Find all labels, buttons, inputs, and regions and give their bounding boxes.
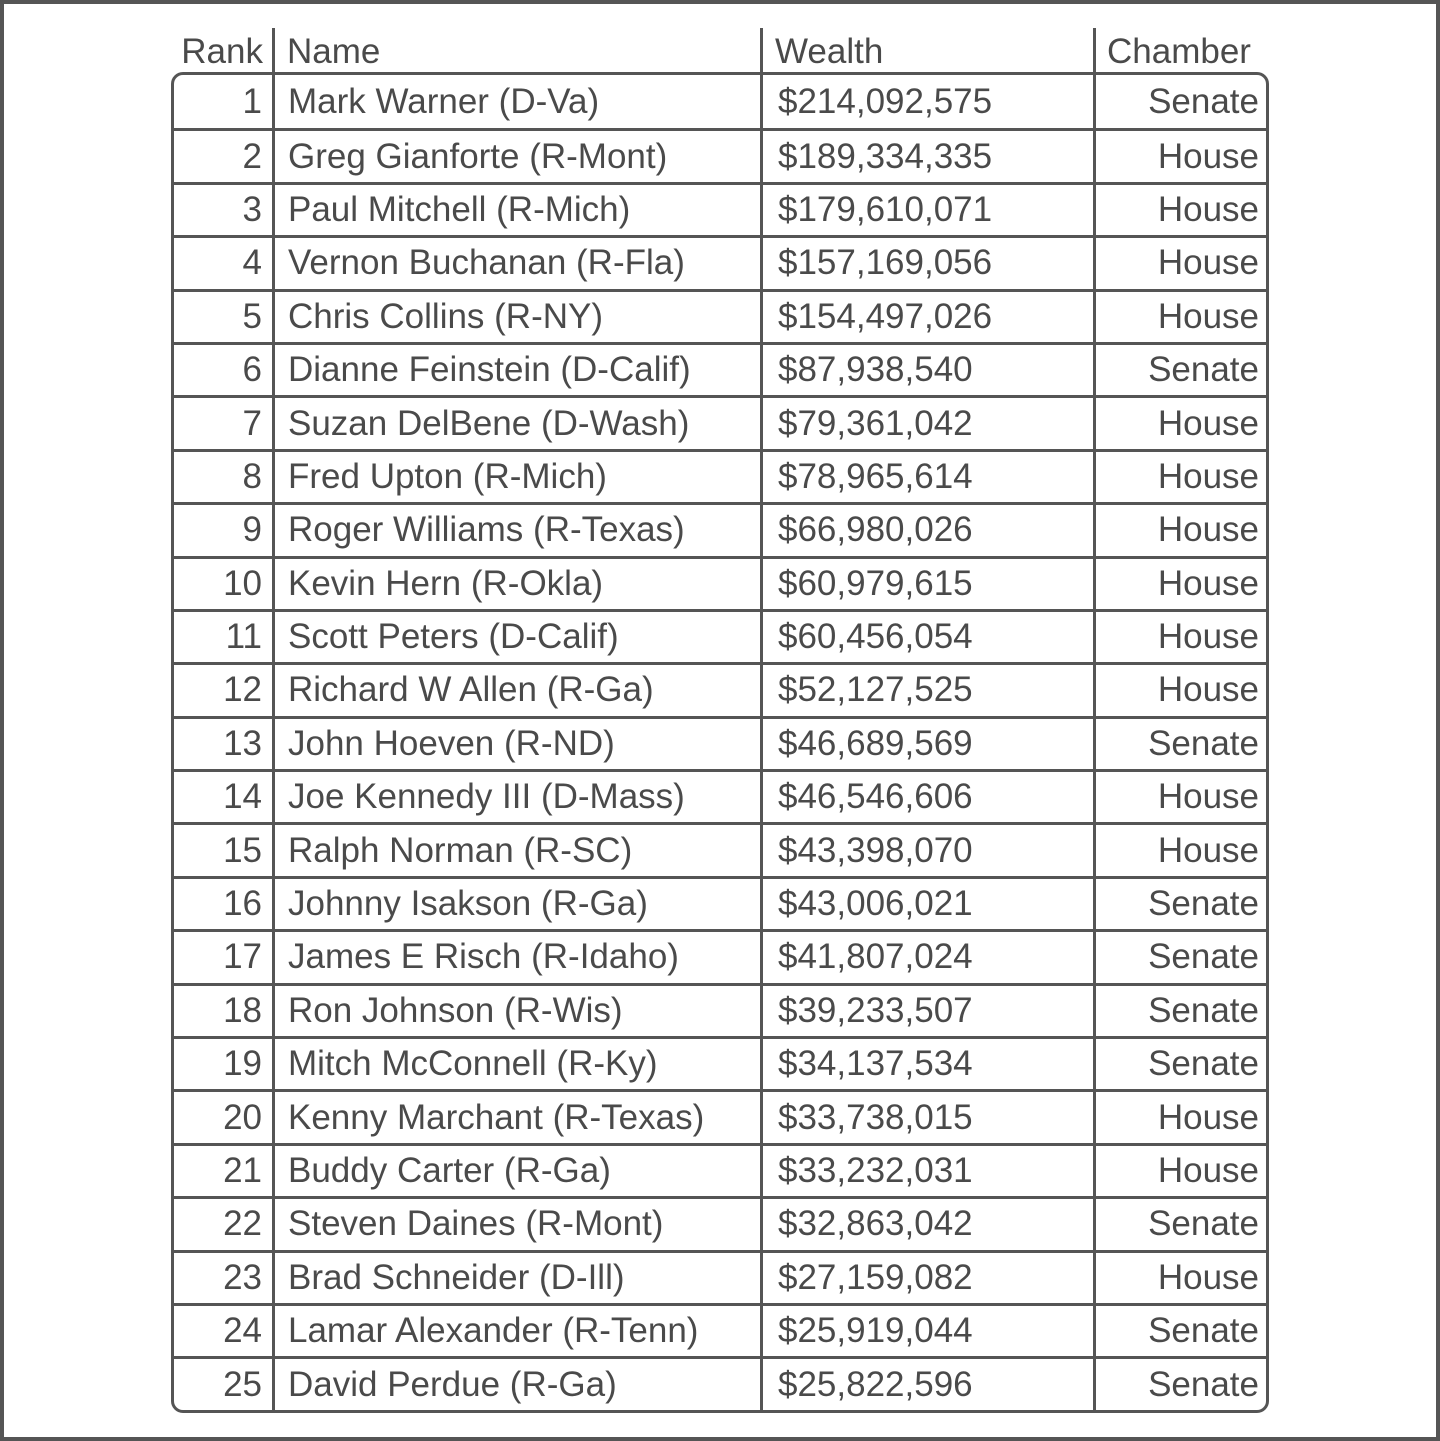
wealth-cell: $33,232,031 [778, 1151, 973, 1190]
table-body [174, 75, 1266, 1410]
chamber-cell: House [1157, 777, 1259, 817]
rank-cell: 22 [223, 1204, 262, 1244]
table-row [174, 342, 1266, 395]
table-row [174, 1356, 1266, 1409]
chamber-cell: Senate [1148, 1311, 1259, 1351]
wealth-table [171, 72, 1269, 1413]
rank-cell: 20 [223, 1097, 262, 1137]
name-cell: Roger Williams (R-Texas) [288, 510, 685, 550]
rank-cell: 10 [223, 563, 262, 603]
chamber-cell: House [1157, 189, 1259, 229]
wealth-cell: $25,919,044 [778, 1311, 973, 1351]
wealth-cell: $179,610,071 [778, 189, 993, 229]
name-cell: Fred Upton (R-Mich) [288, 456, 607, 496]
chamber-cell: House [1157, 1097, 1259, 1137]
header-wealth: Wealth [775, 32, 884, 71]
rank-cell: 11 [225, 617, 262, 657]
name-cell: Chris Collins (R-NY) [288, 296, 604, 336]
name-cell: John Hoeven (R-ND) [288, 723, 615, 763]
table-row [174, 1250, 1266, 1303]
name-cell: Kevin Hern (R-Okla) [288, 563, 604, 603]
rank-cell: 21 [223, 1151, 262, 1190]
table-row [174, 769, 1266, 822]
header-name: Name [287, 32, 381, 71]
name-cell: Vernon Buchanan (R-Fla) [288, 243, 685, 283]
chamber-cell: House [1157, 136, 1259, 176]
name-cell: Richard W Allen (R-Ga) [288, 670, 654, 710]
name-cell: Ralph Norman (R-SC) [288, 830, 633, 870]
wealth-cell: $32,863,042 [778, 1204, 973, 1244]
rank-cell: 2 [242, 136, 262, 176]
table-row [174, 716, 1266, 769]
table-row [174, 1036, 1266, 1089]
table-header [173, 28, 1267, 73]
wealth-cell: $78,965,614 [778, 456, 973, 496]
chamber-cell: Senate [1148, 884, 1259, 924]
rank-cell: 9 [242, 510, 262, 550]
header-rank: Rank [181, 32, 263, 71]
rank-cell: 25 [223, 1364, 262, 1404]
table-row [174, 876, 1266, 929]
chamber-cell: Senate [1148, 937, 1259, 977]
rank-cell: 8 [242, 456, 262, 496]
wealth-cell: $60,456,054 [778, 617, 973, 657]
table-row [174, 395, 1266, 448]
header-chamber: Chamber [1107, 32, 1251, 71]
chamber-cell: Senate [1148, 81, 1259, 121]
wealth-cell: $27,159,082 [778, 1257, 973, 1297]
rank-cell: 19 [223, 1044, 262, 1084]
name-cell: Mark Warner (D-Va) [288, 81, 600, 121]
name-cell: Lamar Alexander (R-Tenn) [288, 1311, 699, 1351]
table-row [174, 235, 1266, 288]
name-cell: Brad Schneider (D-Ill) [288, 1257, 625, 1297]
header-divider [272, 28, 275, 73]
rank-cell: 3 [242, 189, 262, 229]
chamber-cell: Senate [1148, 1204, 1259, 1244]
table-row [174, 449, 1266, 502]
wealth-cell: $189,334,335 [778, 136, 993, 176]
rank-cell: 16 [223, 884, 262, 924]
header-divider [1093, 28, 1096, 73]
rank-cell: 4 [242, 243, 262, 283]
chamber-cell: Senate [1148, 1044, 1259, 1084]
rank-cell: 5 [242, 296, 262, 336]
table-row [174, 289, 1266, 342]
rank-cell: 13 [223, 723, 262, 763]
chamber-cell: House [1157, 670, 1259, 710]
chamber-cell: House [1157, 617, 1259, 657]
name-cell: Scott Peters (D-Calif) [288, 617, 619, 657]
chamber-cell: House [1157, 510, 1259, 550]
rank-cell: 24 [223, 1311, 262, 1351]
wealth-cell: $87,938,540 [778, 350, 973, 390]
wealth-cell: $39,233,507 [778, 990, 973, 1030]
table-row [174, 609, 1266, 662]
name-cell: Steven Daines (R-Mont) [288, 1204, 664, 1244]
name-cell: Dianne Feinstein (D-Calif) [288, 350, 691, 390]
chamber-cell: House [1157, 1257, 1259, 1297]
chamber-cell: House [1157, 243, 1259, 283]
wealth-cell: $34,137,534 [778, 1044, 973, 1084]
wealth-cell: $154,497,026 [778, 296, 993, 336]
name-cell: Buddy Carter (R-Ga) [288, 1151, 611, 1190]
table-row [174, 75, 1266, 128]
table-row [174, 128, 1266, 181]
rank-cell: 7 [242, 403, 262, 443]
rank-cell: 18 [223, 990, 262, 1030]
rank-cell: 14 [223, 777, 262, 817]
rank-cell: 12 [223, 670, 262, 710]
wealth-cell: $43,006,021 [778, 884, 973, 924]
rank-cell: 17 [223, 937, 262, 977]
wealth-cell: $46,689,569 [778, 723, 973, 763]
name-cell: Ron Johnson (R-Wis) [288, 990, 623, 1030]
chamber-cell: House [1157, 456, 1259, 496]
wealth-cell: $33,738,015 [778, 1097, 973, 1137]
name-cell: Kenny Marchant (R-Texas) [288, 1097, 705, 1137]
wealth-cell: $46,546,606 [778, 777, 973, 817]
table-row [174, 1196, 1266, 1249]
wealth-cell: $52,127,525 [778, 670, 973, 710]
name-cell: Mitch McConnell (R-Ky) [288, 1044, 658, 1084]
wealth-cell: $157,169,056 [778, 243, 993, 283]
rank-cell: 15 [223, 830, 262, 870]
table-row [174, 1143, 1266, 1196]
table-row [174, 983, 1266, 1036]
rank-cell: 1 [242, 81, 262, 121]
table-row [174, 502, 1266, 555]
wealth-cell: $25,822,596 [778, 1364, 973, 1404]
chamber-cell: Senate [1148, 723, 1259, 763]
table-row [174, 182, 1266, 235]
chamber-cell: House [1157, 1151, 1259, 1190]
chamber-cell: House [1157, 830, 1259, 870]
wealth-cell: $41,807,024 [778, 937, 973, 977]
table-row [174, 929, 1266, 982]
wealth-cell: $60,979,615 [778, 563, 973, 603]
chamber-cell: Senate [1148, 990, 1259, 1030]
rank-cell: 23 [223, 1257, 262, 1297]
chamber-cell: House [1157, 296, 1259, 336]
name-cell: James E Risch (R-Idaho) [288, 937, 679, 977]
table-row [174, 1089, 1266, 1142]
chamber-cell: Senate [1148, 1364, 1259, 1404]
chamber-cell: House [1157, 563, 1259, 603]
header-divider [760, 28, 763, 73]
wealth-cell: $79,361,042 [778, 403, 973, 443]
table-row [174, 556, 1266, 609]
name-cell: Paul Mitchell (R-Mich) [288, 189, 631, 229]
wealth-cell: $66,980,026 [778, 510, 973, 550]
name-cell: David Perdue (R-Ga) [288, 1364, 617, 1404]
table-row [174, 662, 1266, 715]
rank-cell: 6 [242, 350, 262, 390]
table-row [174, 822, 1266, 875]
name-cell: Joe Kennedy III (D-Mass) [288, 777, 685, 817]
name-cell: Johnny Isakson (R-Ga) [288, 884, 648, 924]
wealth-cell: $43,398,070 [778, 830, 973, 870]
name-cell: Suzan DelBene (D-Wash) [288, 403, 690, 443]
table-row [174, 1303, 1266, 1356]
chamber-cell: House [1157, 403, 1259, 443]
wealth-cell: $214,092,575 [778, 81, 993, 121]
name-cell: Greg Gianforte (R-Mont) [288, 136, 668, 176]
chamber-cell: Senate [1148, 350, 1259, 390]
